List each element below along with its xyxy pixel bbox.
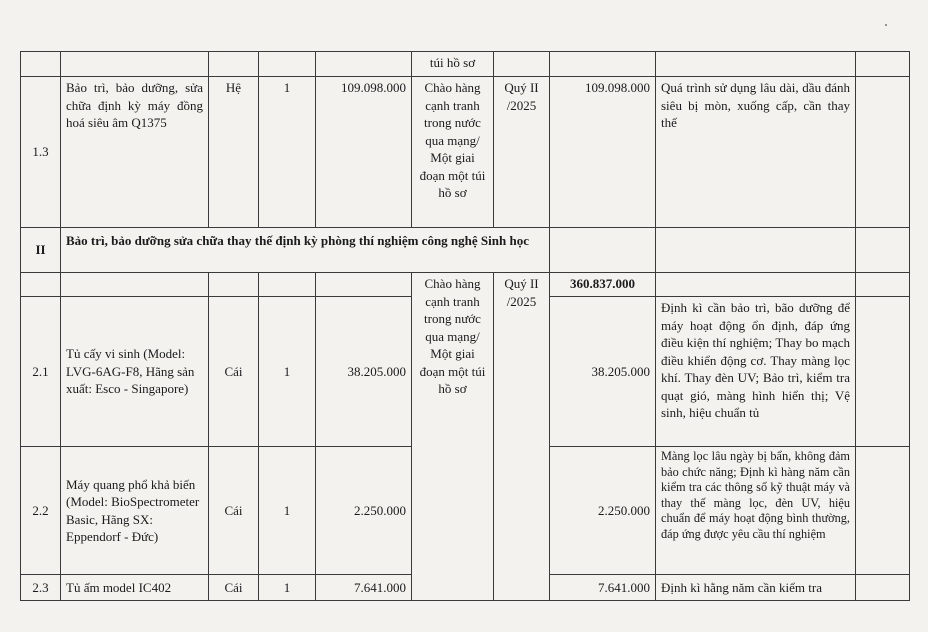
item-number: 1.3 bbox=[21, 77, 61, 228]
table-row bbox=[21, 273, 910, 297]
table-row bbox=[21, 77, 910, 228]
group-time: Quý II /2025 bbox=[494, 273, 550, 601]
item-name: Bảo trì, bảo dưỡng, sửa chữa định kỳ máy đồng hoá siêu âm Q1375 bbox=[61, 77, 209, 228]
item-total: 38.205.000 bbox=[550, 297, 656, 447]
item-quantity: 1 bbox=[259, 77, 316, 228]
item-name: Tủ cấy vi sinh (Model: LVG-6AG-F8, Hãng sản xuất: Esco - Singapore) bbox=[61, 297, 209, 447]
item-reason: Định kì cần bảo trì, bão dưỡng để máy hoạt động ổn định, đáp ứng điều kiện thí nghiệm; Thay bo mạch điều khiển động cơ. Thay màng lọc khí. Thay đèn UV; Bảo trì, kiểm tra quạt gió, màng hình hiển thị; Vệ sinh, hiệu chuẩn tủ bbox=[656, 297, 856, 447]
item-unit: Cái bbox=[209, 447, 259, 575]
item-price: 2.250.000 bbox=[316, 447, 412, 575]
item-unit: Hệ bbox=[209, 77, 259, 228]
table-row bbox=[21, 52, 910, 77]
item-reason: Màng lọc lâu ngày bị bẩn, không đảm bảo chức năng; Định kì hàng năm cần kiểm tra các thông số kỹ thuật máy và thay thế màng lọc, đèn UV, hiệu chuẩn để máy hoạt động bình thường, đáp ứng được yêu cầu thí nghiệm bbox=[656, 447, 856, 575]
item-total: 7.641.000 bbox=[550, 575, 656, 601]
item-name: Tủ ấm model IC402 bbox=[61, 575, 209, 601]
item-price: 109.098.000 bbox=[316, 77, 412, 228]
item-reason: Định kì hằng năm cần kiểm tra bbox=[656, 575, 856, 601]
item-price: 38.205.000 bbox=[316, 297, 412, 447]
item-method: Chào hàng cạnh tranh trong nước qua mạng/ Một giai đoạn một túi hồ sơ bbox=[412, 77, 494, 228]
item-price: 7.641.000 bbox=[316, 575, 412, 601]
item-total: 2.250.000 bbox=[550, 447, 656, 575]
procurement-table bbox=[20, 51, 910, 601]
item-quantity: 1 bbox=[259, 447, 316, 575]
section-title: Bảo trì, bảo dưỡng sửa chữa thay thế định kỳ phòng thí nghiệm công nghệ Sinh học bbox=[61, 228, 550, 273]
item-quantity: 1 bbox=[259, 575, 316, 601]
scan-speck bbox=[885, 24, 887, 26]
section-number: II bbox=[21, 228, 61, 273]
method-cell: túi hồ sơ bbox=[412, 52, 494, 77]
group-method: Chào hàng cạnh tranh trong nước qua mạng/ Một giai đoạn một túi hồ sơ bbox=[412, 273, 494, 601]
item-unit: Cái bbox=[209, 575, 259, 601]
section-row bbox=[21, 228, 910, 273]
item-total: 109.098.000 bbox=[550, 77, 656, 228]
item-unit: Cái bbox=[209, 297, 259, 447]
item-number: 2.1 bbox=[21, 297, 61, 447]
section-total: 360.837.000 bbox=[550, 273, 656, 297]
item-quantity: 1 bbox=[259, 297, 316, 447]
item-number: 2.2 bbox=[21, 447, 61, 575]
item-number: 2.3 bbox=[21, 575, 61, 601]
item-name: Máy quang phổ khả biến (Model: BioSpectrometer Basic, Hãng SX: Eppendorf - Đức) bbox=[61, 447, 209, 575]
item-reason: Quá trình sử dụng lâu dài, dầu đánh siêu bị mòn, xuống cấp, cần thay thế bbox=[656, 77, 856, 228]
item-time: Quý II /2025 bbox=[494, 77, 550, 228]
